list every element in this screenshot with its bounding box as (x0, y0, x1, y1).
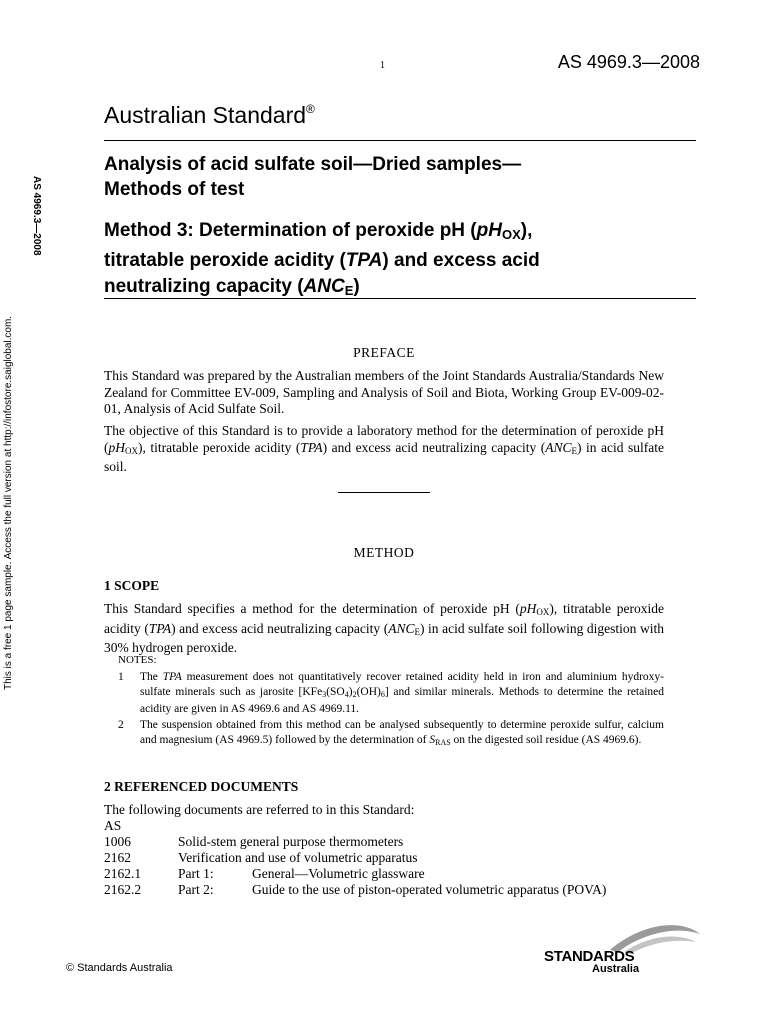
method-title (104, 218, 694, 304)
scope-paragraph: This Standard specifies a method for the determination of peroxide pH $(pH_{OX})$, titratable peroxide acidity (TPA) and excess acid neutralizing capacity $(ANC_E)$ in acid sulfate soil following digestion with 30% hydrogen peroxide. (104, 601, 664, 655)
method-heading: METHOD (353, 545, 415, 560)
side-document-code: AS 4969.3—2008 (31, 176, 42, 256)
copyright-notice: © Standards Australia (66, 962, 173, 974)
title-line-2: Methods of test (104, 179, 245, 200)
section-divider (338, 492, 430, 493)
document-title (104, 152, 694, 202)
standards-australia-logo (540, 920, 704, 976)
notes-label: NOTES: (118, 654, 157, 666)
page-number: 1 (380, 60, 385, 71)
note-2 (118, 718, 664, 750)
registered-mark: ® (306, 102, 315, 116)
logo-main-text: STANDARDS (544, 948, 635, 965)
preface-paragraph-1: This Standard was prepared by the Australian members of the Joint Standards Australia/Standards New Zealand for Committee EV-009, Sampling and Analysis of Soil and Biota, Working Group EV-009-02-01, Analysis of Acid Sulfate Soil. (104, 368, 664, 416)
document-code: AS 4969.3—2008 (557, 52, 700, 72)
free-sample-notice: This is a free 1 page sample. Access the full version at http://infostore.saiglobal.com. (3, 315, 14, 690)
method-title-line-1: Method 3: Determination of peroxide pH $(pH_{OX})$, (104, 220, 533, 242)
references-intro: The following documents are referred to in this Standard: (104, 802, 415, 817)
note-2-number: 2 (118, 719, 124, 731)
brand-title (104, 102, 315, 129)
scope-heading: 1 SCOPE (104, 578, 160, 593)
note-1-number: 1 (118, 671, 124, 683)
method-title-line-3: neutralizing capacity $(ANC_E)$ (104, 276, 360, 298)
title-line-1: Analysis of acid sulfate soil—Dried samples— (104, 154, 522, 175)
top-rule (104, 140, 696, 141)
preface-paragraph-2: The objective of this Standard is to provide a laboratory method for the determination of peroxide pH $(pH_{OX})$, titratable peroxide acidity (TPA) and excess acid neutralizing capacity $(ANC_E)$ in acid sulfate soil. (104, 423, 665, 474)
note-2-text: The suspension obtained from this method can be analysed subsequently to determine peroxide sulfur, calcium and magnesium (AS 4969.5) followed by the determination of $S_{RAS}$ on the digested soil residue (AS 4969.6). (140, 719, 664, 747)
brand-text: Australian Standard (104, 102, 307, 128)
preface-heading: PREFACE (353, 345, 415, 360)
title-bottom-rule (104, 298, 696, 299)
note-1 (118, 670, 664, 717)
note-1-text: The TPA measurement does not quantitatively recover retained acidity held in iron and aluminium hydroxy-sulfate minerals such as jarosite $[KFe_3(SO_4)_2(OH)_6]$ and similar minerals. Methods to determine the retained acidity are given in AS 4969.6 and AS 4969.11. (140, 671, 664, 715)
logo-sub-text: Australia (592, 963, 640, 975)
references-heading: 2 REFERENCED DOCUMENTS (104, 779, 299, 794)
method-title-line-2: titratable peroxide acidity (TPA) and excess acid (104, 250, 540, 271)
